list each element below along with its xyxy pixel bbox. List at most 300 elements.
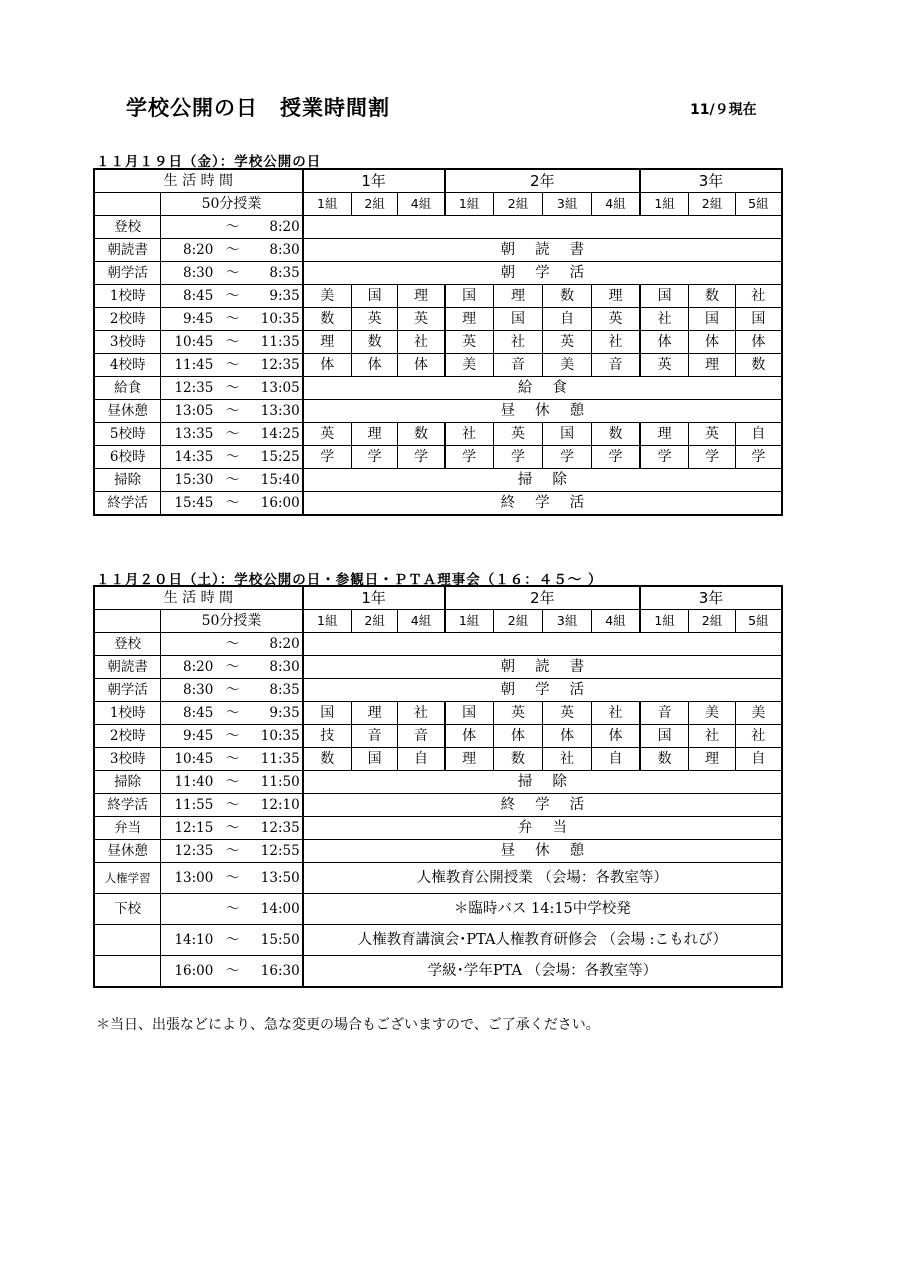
end-time: 12:35	[260, 820, 300, 836]
schedule-row	[94, 262, 782, 285]
start-time: 12:35	[174, 380, 214, 396]
subject-cell: 社	[493, 331, 543, 354]
activity-cell: 朝読書	[303, 656, 782, 679]
period-time	[161, 794, 303, 817]
subject-cell: 社	[543, 748, 592, 771]
subject-cell: 理	[689, 354, 736, 377]
subject-cell: 体	[351, 354, 398, 377]
subject-cell: 理	[303, 331, 352, 354]
period-time	[161, 679, 303, 702]
subject-cell: 美	[735, 702, 782, 725]
end-time: 8:30	[269, 242, 300, 258]
grade-1-header: 1年	[303, 169, 445, 193]
tilde: ～	[225, 963, 240, 979]
subject-cell: 美	[689, 702, 736, 725]
start-time: 11:40	[174, 774, 214, 790]
activity-cell: 掃除	[303, 469, 782, 492]
start-time: 15:30	[174, 472, 214, 488]
tilde: ～	[225, 357, 240, 373]
period-time	[161, 492, 303, 516]
period-time	[161, 771, 303, 794]
subject-cell: 理	[689, 748, 736, 771]
period-time	[161, 331, 303, 354]
subject-cell: 国	[445, 285, 494, 308]
subject-cell: 体	[543, 725, 592, 748]
tilde: ～	[225, 449, 240, 465]
period-time	[161, 894, 303, 925]
schedule-row	[94, 679, 782, 702]
tilde: ～	[225, 380, 240, 396]
period-time	[161, 925, 303, 956]
end-time: 12:35	[260, 357, 300, 373]
day2-heading: １１月２０日（土）：学校公開の日・参観日・ＰＴＡ理事会（１６：４５～ ）	[96, 572, 603, 588]
period-label: 給食	[94, 377, 161, 400]
tilde: ～	[225, 403, 240, 419]
tilde: ～	[225, 705, 240, 721]
schedule-row	[94, 656, 782, 679]
class-header: 1組	[445, 610, 494, 633]
subject-cell: 国	[543, 423, 592, 446]
schedule-row	[94, 216, 782, 239]
start-time: 12:15	[174, 820, 214, 836]
subject-cell: 英	[591, 308, 640, 331]
subject-cell: 英	[445, 331, 494, 354]
subject-cell: 社	[735, 725, 782, 748]
subject-cell: 音	[398, 725, 445, 748]
subject-cell: 体	[493, 725, 543, 748]
subject-cell: 学	[640, 446, 689, 469]
as-of-date: 11/９現在	[690, 102, 757, 118]
tilde: ～	[225, 797, 240, 813]
subject-cell: 学	[493, 446, 543, 469]
tilde: ～	[225, 495, 240, 511]
end-time: 8:20	[269, 219, 300, 235]
subject-cell: 学	[689, 446, 736, 469]
subject-cell: 英	[543, 331, 592, 354]
grade-3-header: 3年	[640, 169, 782, 193]
period-label: 2校時	[94, 725, 161, 748]
period-label: 1校時	[94, 702, 161, 725]
class-header: 1組	[303, 610, 352, 633]
schedule-row	[94, 794, 782, 817]
subject-cell: 数	[351, 331, 398, 354]
schedule-row	[94, 840, 782, 863]
activity-cell: 給食	[303, 377, 782, 400]
start-time: 11:55	[174, 797, 214, 813]
activity-cell: ＊臨時バス 14:15中学校発	[303, 894, 782, 925]
period-label: 掃除	[94, 771, 161, 794]
subject-cell: 理	[351, 423, 398, 446]
subject-cell: 音	[351, 725, 398, 748]
activity-cell: 人権教育講演会･PTA人権教育研修会 （会場 :こもれび）	[303, 925, 782, 956]
period-label: 昼休憩	[94, 400, 161, 423]
schedule-row	[94, 492, 782, 516]
end-time: 9:35	[269, 705, 300, 721]
schedule-row	[94, 894, 782, 925]
subject-cell: 社	[398, 702, 445, 725]
subject-cell: 英	[493, 702, 543, 725]
period-label: 昼休憩	[94, 840, 161, 863]
subject-cell: 技	[303, 725, 352, 748]
class-header: 2組	[493, 193, 543, 216]
schedule-row	[94, 725, 782, 748]
schedule-row	[94, 863, 782, 894]
activity-cell: 朝学活	[303, 679, 782, 702]
tilde: ～	[225, 242, 240, 258]
class-header: 4組	[591, 193, 640, 216]
period-time	[161, 262, 303, 285]
class-header: 4組	[398, 193, 445, 216]
start-time: 9:45	[183, 311, 214, 327]
subject-cell: 数	[543, 285, 592, 308]
start-time: 8:30	[183, 682, 214, 698]
grade-2-header: 2年	[445, 169, 641, 193]
subject-cell: 社	[445, 423, 494, 446]
subject-cell: 英	[303, 423, 352, 446]
tilde: ～	[225, 820, 240, 836]
subject-cell: 国	[735, 308, 782, 331]
start-time: 15:45	[174, 495, 214, 511]
subject-cell: 数	[303, 308, 352, 331]
class-header: 2組	[689, 610, 736, 633]
end-time: 14:00	[260, 901, 300, 917]
start-time: 9:45	[183, 728, 214, 744]
start-time: 8:30	[183, 265, 214, 281]
end-time: 15:25	[260, 449, 300, 465]
tilde: ～	[225, 870, 240, 886]
class-header: 1組	[640, 193, 689, 216]
period-time	[161, 956, 303, 988]
schedule-row	[94, 239, 782, 262]
subject-cell: 理	[591, 285, 640, 308]
schedule-row	[94, 702, 782, 725]
class-header: 4組	[591, 610, 640, 633]
tilde: ～	[225, 659, 240, 675]
subject-cell: 英	[640, 354, 689, 377]
subject-cell: 学	[543, 446, 592, 469]
schedule-row	[94, 423, 782, 446]
schedule-row	[94, 633, 782, 656]
grade-3-header: 3年	[640, 586, 782, 610]
end-time: 16:00	[260, 495, 300, 511]
activity-cell: 朝読書	[303, 239, 782, 262]
schedule-row	[94, 331, 782, 354]
tilde: ～	[225, 774, 240, 790]
subject-cell: 社	[591, 331, 640, 354]
subject-cell: 国	[689, 308, 736, 331]
activity-cell: 朝学活	[303, 262, 782, 285]
activity-cell: 弁当	[303, 817, 782, 840]
subject-cell: 自	[543, 308, 592, 331]
period-label: 掃除	[94, 469, 161, 492]
grade-2-header: 2年	[445, 586, 641, 610]
tilde: ～	[225, 843, 240, 859]
activity-cell: 昼休憩	[303, 840, 782, 863]
tilde: ～	[225, 682, 240, 698]
day1-timetable	[93, 168, 783, 516]
subject-cell: 体	[591, 725, 640, 748]
start-time: 10:45	[174, 751, 214, 767]
period-time	[161, 400, 303, 423]
start-time	[163, 899, 213, 919]
subject-cell: 国	[351, 285, 398, 308]
period-time	[161, 285, 303, 308]
period-label: 朝学活	[94, 679, 161, 702]
subject-cell: 理	[398, 285, 445, 308]
subject-cell: 英	[351, 308, 398, 331]
schedule-row	[94, 446, 782, 469]
class-header: 2組	[689, 193, 736, 216]
end-time: 13:30	[260, 403, 300, 419]
subject-cell: 自	[735, 423, 782, 446]
class-header: 1組	[303, 193, 352, 216]
start-time	[163, 217, 213, 237]
subject-cell: 国	[445, 702, 494, 725]
end-time: 15:40	[260, 472, 300, 488]
subject-cell: 美	[543, 354, 592, 377]
period-time	[161, 817, 303, 840]
period-label: 2校時	[94, 308, 161, 331]
period-label: 終学活	[94, 492, 161, 516]
fifty-minute-header: 50分授業	[161, 193, 303, 216]
class-header: 2組	[351, 610, 398, 633]
start-time: 8:45	[183, 288, 214, 304]
subject-cell: 社	[735, 285, 782, 308]
start-time: 14:10	[174, 932, 214, 948]
seikatsu-jikan-header: 生 活 時 間	[94, 169, 303, 193]
tilde: ～	[225, 426, 240, 442]
tilde: ～	[225, 265, 240, 281]
fifty-minute-header: 50分授業	[161, 610, 303, 633]
subject-cell: 学	[591, 446, 640, 469]
start-time: 10:45	[174, 334, 214, 350]
schedule-row	[94, 817, 782, 840]
period-time	[161, 239, 303, 262]
day2-timetable	[93, 585, 783, 988]
start-time: 12:35	[174, 843, 214, 859]
schedule-row	[94, 469, 782, 492]
schedule-row	[94, 748, 782, 771]
period-time	[161, 656, 303, 679]
period-label: 4校時	[94, 354, 161, 377]
subject-cell: 英	[398, 308, 445, 331]
subject-cell: 体	[398, 354, 445, 377]
subject-cell: 数	[303, 748, 352, 771]
period-label: 弁当	[94, 817, 161, 840]
period-label: 登校	[94, 216, 161, 239]
tilde: ～	[225, 219, 240, 235]
footnote: ＊当日、出張などにより、急な変更の場合もございますので、ご了承ください。	[96, 1017, 600, 1033]
tilde: ～	[225, 728, 240, 744]
subject-cell: 英	[689, 423, 736, 446]
subject-cell: 体	[689, 331, 736, 354]
schedule-row	[94, 308, 782, 331]
subject-cell: 音	[493, 354, 543, 377]
tilde: ～	[225, 751, 240, 767]
end-time: 11:35	[260, 334, 300, 350]
period-label: 1校時	[94, 285, 161, 308]
subject-cell: 理	[351, 702, 398, 725]
subject-cell: 学	[735, 446, 782, 469]
period-label: 終学活	[94, 794, 161, 817]
class-header: 4組	[398, 610, 445, 633]
end-time: 10:35	[260, 311, 300, 327]
end-time: 9:35	[269, 288, 300, 304]
subject-cell: 体	[735, 331, 782, 354]
subject-cell: 体	[640, 331, 689, 354]
subject-cell: 社	[591, 702, 640, 725]
start-time	[163, 634, 213, 654]
end-time: 11:50	[260, 774, 300, 790]
schedule-row	[94, 956, 782, 988]
schedule-row	[94, 771, 782, 794]
start-time: 11:45	[174, 357, 214, 373]
subject-cell: 体	[445, 725, 494, 748]
end-time: 8:30	[269, 659, 300, 675]
start-time: 8:20	[183, 659, 214, 675]
end-time: 12:10	[260, 797, 300, 813]
subject-cell: 理	[445, 308, 494, 331]
period-label: 3校時	[94, 331, 161, 354]
period-time	[161, 446, 303, 469]
end-time: 13:05	[260, 380, 300, 396]
class-header: 3組	[543, 610, 592, 633]
subject-cell: 体	[303, 354, 352, 377]
subject-cell: 国	[640, 285, 689, 308]
activity-cell: 人権教育公開授業 （会場：各教室等）	[303, 863, 782, 894]
class-header: 5組	[735, 610, 782, 633]
subject-cell: 理	[493, 285, 543, 308]
activity-cell: 学級･学年PTA （会場：各教室等）	[303, 956, 782, 988]
period-time	[161, 216, 303, 239]
period-label: 6校時	[94, 446, 161, 469]
period-label	[94, 925, 161, 956]
schedule-row	[94, 377, 782, 400]
period-label: 3校時	[94, 748, 161, 771]
end-time: 8:20	[269, 636, 300, 652]
subject-cell: 社	[640, 308, 689, 331]
start-time: 16:00	[174, 963, 214, 979]
subject-cell: 美	[303, 285, 352, 308]
subject-cell: 理	[445, 748, 494, 771]
activity-cell: 終学活	[303, 492, 782, 516]
end-time: 15:50	[260, 932, 300, 948]
tilde: ～	[225, 901, 240, 917]
end-time: 13:50	[260, 870, 300, 886]
subject-cell: 数	[398, 423, 445, 446]
start-time: 8:20	[183, 242, 214, 258]
subject-cell: 学	[445, 446, 494, 469]
class-header: 2組	[351, 193, 398, 216]
subject-cell: 国	[493, 308, 543, 331]
subject-cell: 英	[543, 702, 592, 725]
subject-cell: 自	[591, 748, 640, 771]
activity-cell	[303, 216, 782, 239]
period-time	[161, 748, 303, 771]
period-time	[161, 354, 303, 377]
end-time: 8:35	[269, 265, 300, 281]
schedule-row	[94, 354, 782, 377]
activity-cell: 掃除	[303, 771, 782, 794]
period-label: 登校	[94, 633, 161, 656]
end-time: 14:25	[260, 426, 300, 442]
end-time: 12:55	[260, 843, 300, 859]
subject-cell: 数	[735, 354, 782, 377]
subject-cell: 数	[591, 423, 640, 446]
period-time	[161, 308, 303, 331]
subject-cell: 理	[640, 423, 689, 446]
tilde: ～	[225, 932, 240, 948]
period-label: 朝読書	[94, 656, 161, 679]
tilde: ～	[225, 334, 240, 350]
subject-cell: 社	[398, 331, 445, 354]
period-label: 朝読書	[94, 239, 161, 262]
period-time	[161, 469, 303, 492]
subject-cell: 国	[351, 748, 398, 771]
start-time: 14:35	[174, 449, 214, 465]
class-header: 3組	[543, 193, 592, 216]
end-time: 11:35	[260, 751, 300, 767]
subject-cell: 数	[493, 748, 543, 771]
subject-cell: 音	[591, 354, 640, 377]
end-time: 16:30	[260, 963, 300, 979]
start-time: 13:05	[174, 403, 214, 419]
subject-cell: 数	[640, 748, 689, 771]
subject-cell: 数	[689, 285, 736, 308]
period-label: 5校時	[94, 423, 161, 446]
schedule-row	[94, 400, 782, 423]
start-time: 8:45	[183, 705, 214, 721]
tilde: ～	[225, 472, 240, 488]
end-time: 10:35	[260, 728, 300, 744]
subject-cell: 社	[689, 725, 736, 748]
end-time: 8:35	[269, 682, 300, 698]
subject-cell: 国	[303, 702, 352, 725]
period-time	[161, 725, 303, 748]
period-time	[161, 377, 303, 400]
subject-cell: 英	[493, 423, 543, 446]
subject-cell: 国	[640, 725, 689, 748]
period-time	[161, 840, 303, 863]
period-time	[161, 633, 303, 656]
tilde: ～	[225, 636, 240, 652]
page-title: 学校公開の日 授業時間割	[126, 96, 390, 120]
subject-cell: 自	[735, 748, 782, 771]
subject-cell: 自	[398, 748, 445, 771]
period-label: 下校	[94, 894, 161, 925]
activity-cell	[303, 633, 782, 656]
period-label	[94, 956, 161, 988]
period-time	[161, 702, 303, 725]
subject-cell: 音	[640, 702, 689, 725]
class-header: 2組	[493, 610, 543, 633]
period-label: 人権学習	[94, 863, 161, 894]
subject-cell: 学	[398, 446, 445, 469]
class-header: 1組	[445, 193, 494, 216]
period-label: 朝学活	[94, 262, 161, 285]
day1-heading: １１月１９日（金）：学校公開の日	[96, 154, 322, 170]
subject-cell: 学	[351, 446, 398, 469]
grade-1-header: 1年	[303, 586, 445, 610]
activity-cell: 終学活	[303, 794, 782, 817]
subject-cell: 学	[303, 446, 352, 469]
class-header: 1組	[640, 610, 689, 633]
tilde: ～	[225, 288, 240, 304]
activity-cell: 昼休憩	[303, 400, 782, 423]
subject-cell: 美	[445, 354, 494, 377]
class-header: 5組	[735, 193, 782, 216]
period-time	[161, 423, 303, 446]
